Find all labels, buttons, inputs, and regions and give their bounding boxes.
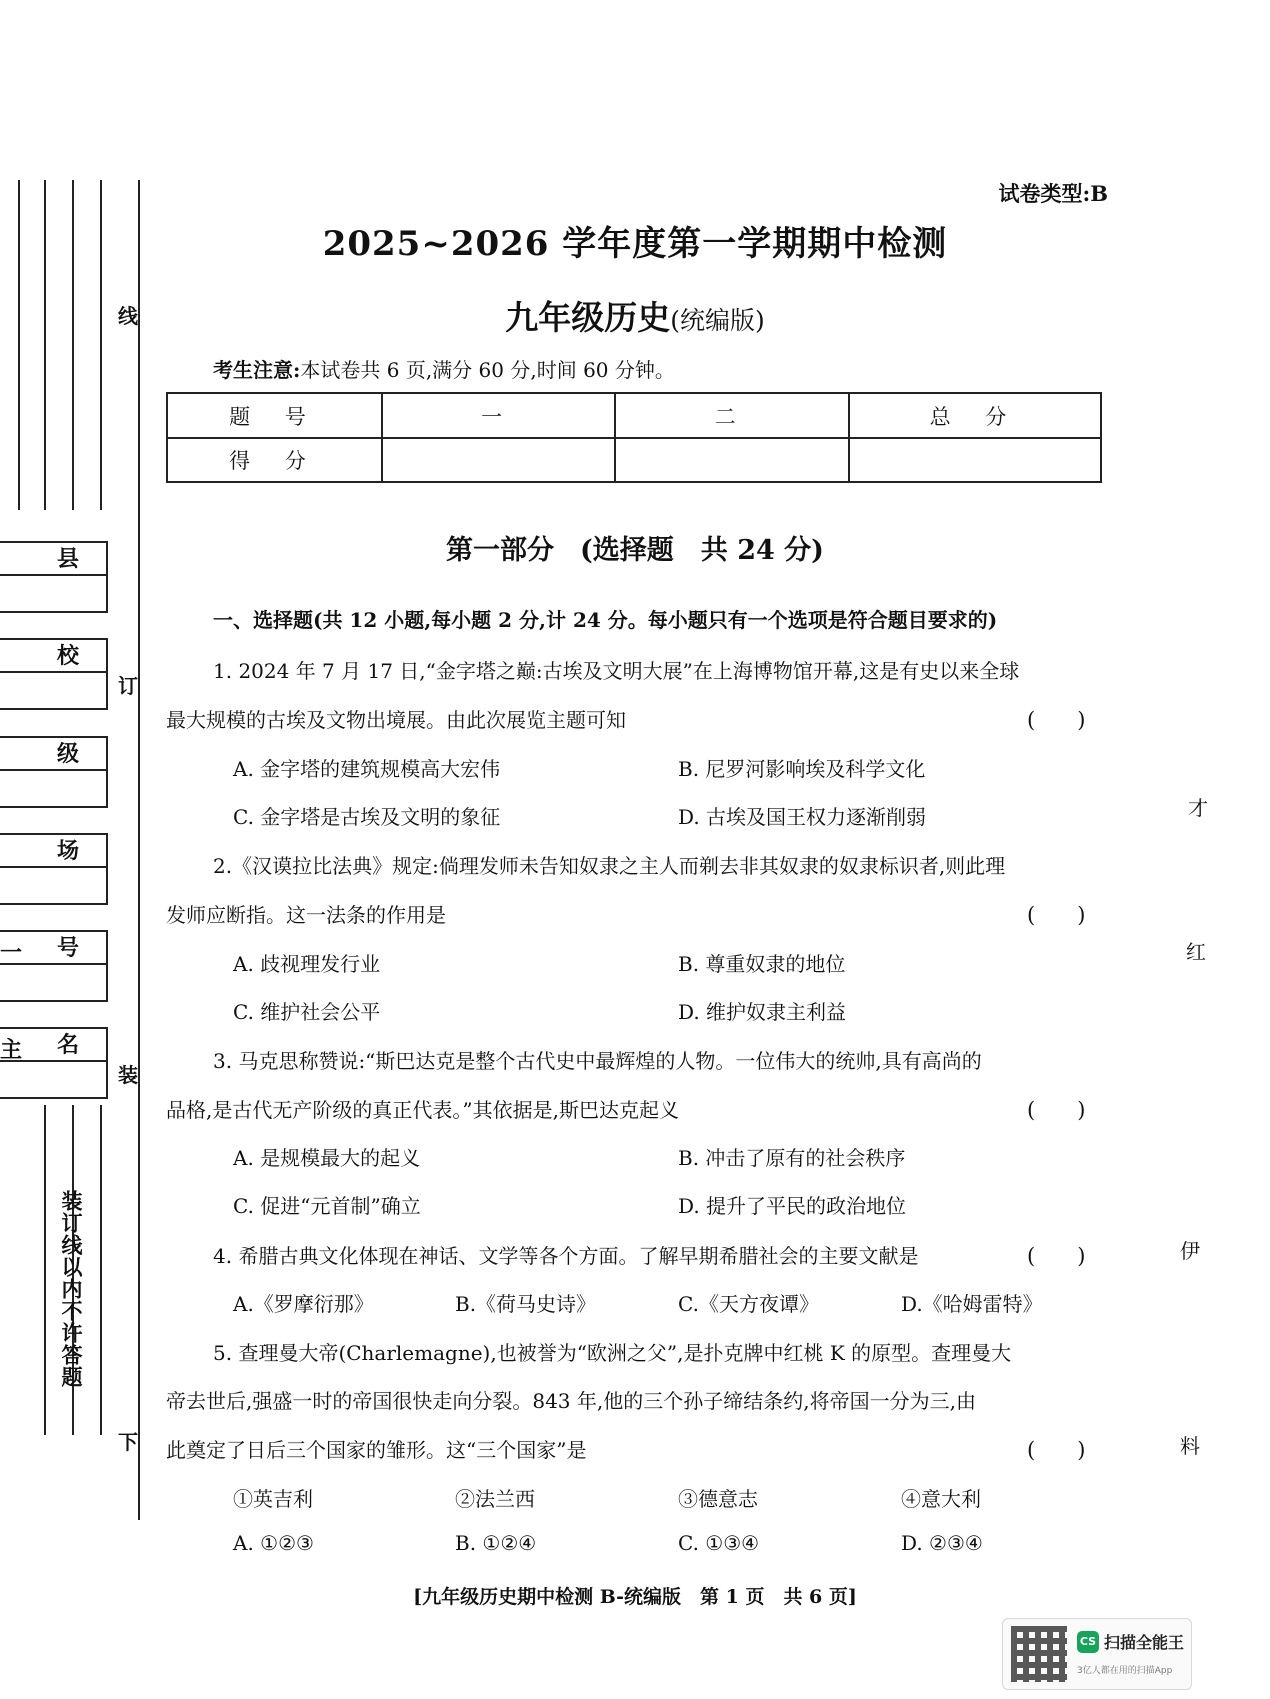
candidate-notice [213, 354, 675, 383]
option-d[interactable]: D.《哈姆雷特》 [901, 1292, 1043, 1316]
exam-room-field[interactable] [0, 833, 108, 905]
exam-number-label: 号 [0, 930, 108, 965]
score-entry-cell[interactable] [615, 438, 849, 482]
edge-cutoff-char: 伊 [1180, 1239, 1200, 1263]
county-input[interactable] [0, 574, 108, 613]
score-header-cell: 二 [615, 393, 849, 438]
option-b[interactable]: B. ①②④ [455, 1531, 537, 1555]
binding-mark-xian: 线 [118, 296, 138, 333]
option-b[interactable]: B.《荷马史诗》 [455, 1292, 597, 1316]
edition-label: (统编版) [670, 306, 765, 335]
margin-rule [100, 1105, 102, 1435]
option-a[interactable]: A.《罗摩衍那》 [233, 1292, 374, 1316]
question-text: 帝去世后,强盛一时的帝国很快走向分裂。843 年,他的三个孙子缔结条约,将帝国一分为三,由 [166, 1389, 976, 1413]
option-c[interactable]: C. 维护社会公平 [233, 1000, 381, 1024]
option-c[interactable]: C. ①③④ [678, 1531, 760, 1555]
section-instructions: 一、选择题(共 12 小题,每小题 2 分,计 24 分。每小题只有一个选项是符合题目要求的) [213, 608, 998, 632]
question-text: 品格,是古代无产阶级的真正代表。”其依据是,斯巴达克起义 [166, 1098, 679, 1122]
score-header-cell: 总 分 [849, 393, 1101, 438]
country-item: ④意大利 [901, 1487, 981, 1511]
school-field[interactable] [0, 638, 108, 710]
option-c[interactable]: C. 金字塔是古埃及文明的象征 [233, 805, 501, 829]
country-item: ②法兰西 [455, 1487, 535, 1511]
country-item: ③德意志 [678, 1487, 758, 1511]
question-text: 1. 2024 年 7 月 17 日,“金字塔之巅:古埃及文明大展”在上海博物馆开幕,这是有史以来全球 [213, 659, 1020, 683]
option-c[interactable]: C.《天方夜谭》 [678, 1292, 819, 1316]
option-d[interactable]: D. 古埃及国王权力逐渐削弱 [678, 805, 927, 829]
edge-char: 主 [0, 1037, 23, 1063]
scanner-tagline: 3亿人都在用的扫描App [1077, 1666, 1173, 1676]
score-row-label: 得 分 [167, 438, 382, 482]
score-header-cell: 一 [382, 393, 616, 438]
question-text: 5. 查理曼大帝(Charlemagne),也被誉为“欧洲之父”,是扑克牌中红桃 K 的原型。查理曼大 [213, 1341, 1012, 1365]
question-text: 此奠定了日后三个国家的雏形。这“三个国家”是 [166, 1438, 587, 1462]
answer-blank[interactable]: ( ) [1027, 1244, 1086, 1268]
option-d[interactable]: D. ②③④ [901, 1531, 983, 1555]
section-name: 第一部分 [446, 535, 555, 566]
answer-blank[interactable]: ( ) [1027, 1438, 1086, 1462]
binding-mark-zhuang: 装 [118, 1055, 138, 1092]
edge-char: 一 [0, 940, 23, 966]
answer-blank[interactable]: ( ) [1027, 903, 1086, 927]
qr-code-icon [1011, 1626, 1067, 1682]
class-input[interactable] [0, 769, 108, 808]
edge-cutoff-char: 红 [1186, 940, 1206, 964]
option-c[interactable]: C. 促进“元首制”确立 [233, 1194, 421, 1218]
scanner-app-name: 扫描全能王 [1104, 1633, 1185, 1652]
score-entry-cell[interactable] [849, 438, 1101, 482]
camscanner-logo-icon: CS [1077, 1631, 1099, 1653]
exam-room-label: 场 [0, 833, 108, 868]
answer-blank[interactable]: ( ) [1027, 708, 1086, 732]
binding-mark-xia: 下 [118, 1422, 138, 1459]
option-b[interactable]: B. 冲击了原有的社会秩序 [678, 1146, 906, 1170]
edge-cutoff-char: 料 [1180, 1434, 1200, 1458]
county-label: 县 [0, 541, 108, 576]
binding-mark-ding: 订 [118, 666, 138, 703]
name-input[interactable] [0, 1060, 108, 1099]
name-label: 名 [0, 1027, 108, 1062]
binding-line [138, 180, 140, 1520]
option-b[interactable]: B. 尊重奴隶的地位 [678, 952, 846, 976]
score-table [166, 392, 1102, 483]
question-text: 最大规模的古埃及文物出境展。由此次展览主题可知 [166, 708, 626, 732]
edge-cutoff-char: 才 [1188, 796, 1208, 820]
question-text: 发师应断指。这一法条的作用是 [166, 903, 446, 927]
exam-type: 试卷类型:B [998, 181, 1108, 206]
notice-text: 本试卷共 6 页,满分 60 分,时间 60 分钟。 [300, 358, 675, 382]
answer-blank[interactable]: ( ) [1027, 1098, 1086, 1122]
section-title [0, 528, 1270, 567]
question-text: 4. 希腊古典文化体现在神话、文学等各个方面。了解早期希腊社会的主要文献是 [213, 1244, 919, 1268]
option-a[interactable]: A. 是规模最大的起义 [233, 1146, 421, 1170]
question-text: 2.《汉谟拉比法典》规定:倘理发师未告知奴隶之主人而剃去非其奴隶的奴隶标识者,则此理 [213, 854, 1006, 878]
section-subtitle: (选择题 共 24 分) [580, 535, 824, 566]
class-field[interactable] [0, 736, 108, 808]
scanner-badge[interactable] [1002, 1618, 1192, 1690]
option-a[interactable]: A. 歧视理发行业 [233, 952, 381, 976]
option-a[interactable]: A. 金字塔的建筑规模高大宏伟 [233, 757, 501, 781]
margin-rule [44, 1105, 46, 1435]
school-input[interactable] [0, 671, 108, 710]
binding-warning: 装订线以内不许答题 [59, 1190, 84, 1388]
school-label: 校 [0, 638, 108, 673]
exam-number-input[interactable] [0, 963, 108, 1002]
class-label: 级 [0, 736, 108, 771]
page-title: 2025~2026 学年度第一学期期中检测 [322, 224, 948, 264]
exam-room-input[interactable] [0, 866, 108, 905]
country-item: ①英吉利 [233, 1487, 313, 1511]
option-d[interactable]: D. 维护奴隶主利益 [678, 1000, 847, 1024]
score-entry-cell[interactable] [382, 438, 616, 482]
score-header-cell: 题 号 [167, 393, 382, 438]
option-d[interactable]: D. 提升了平民的政治地位 [678, 1194, 907, 1218]
subject-title: 九年级历史 [505, 298, 671, 337]
question-text: 3. 马克思称赞说:“斯巴达克是整个古代史中最辉煌的人物。一位伟大的统帅,具有高尚的 [213, 1049, 982, 1073]
page-subtitle [0, 292, 1270, 339]
option-b[interactable]: B. 尼罗河影响埃及科学文化 [678, 757, 926, 781]
option-a[interactable]: A. ①②③ [233, 1531, 314, 1555]
page-footer: [九年级历史期中检测 B-统编版 第 1 页 共 6 页] [413, 1586, 857, 1608]
notice-label: 考生注意: [213, 358, 301, 382]
